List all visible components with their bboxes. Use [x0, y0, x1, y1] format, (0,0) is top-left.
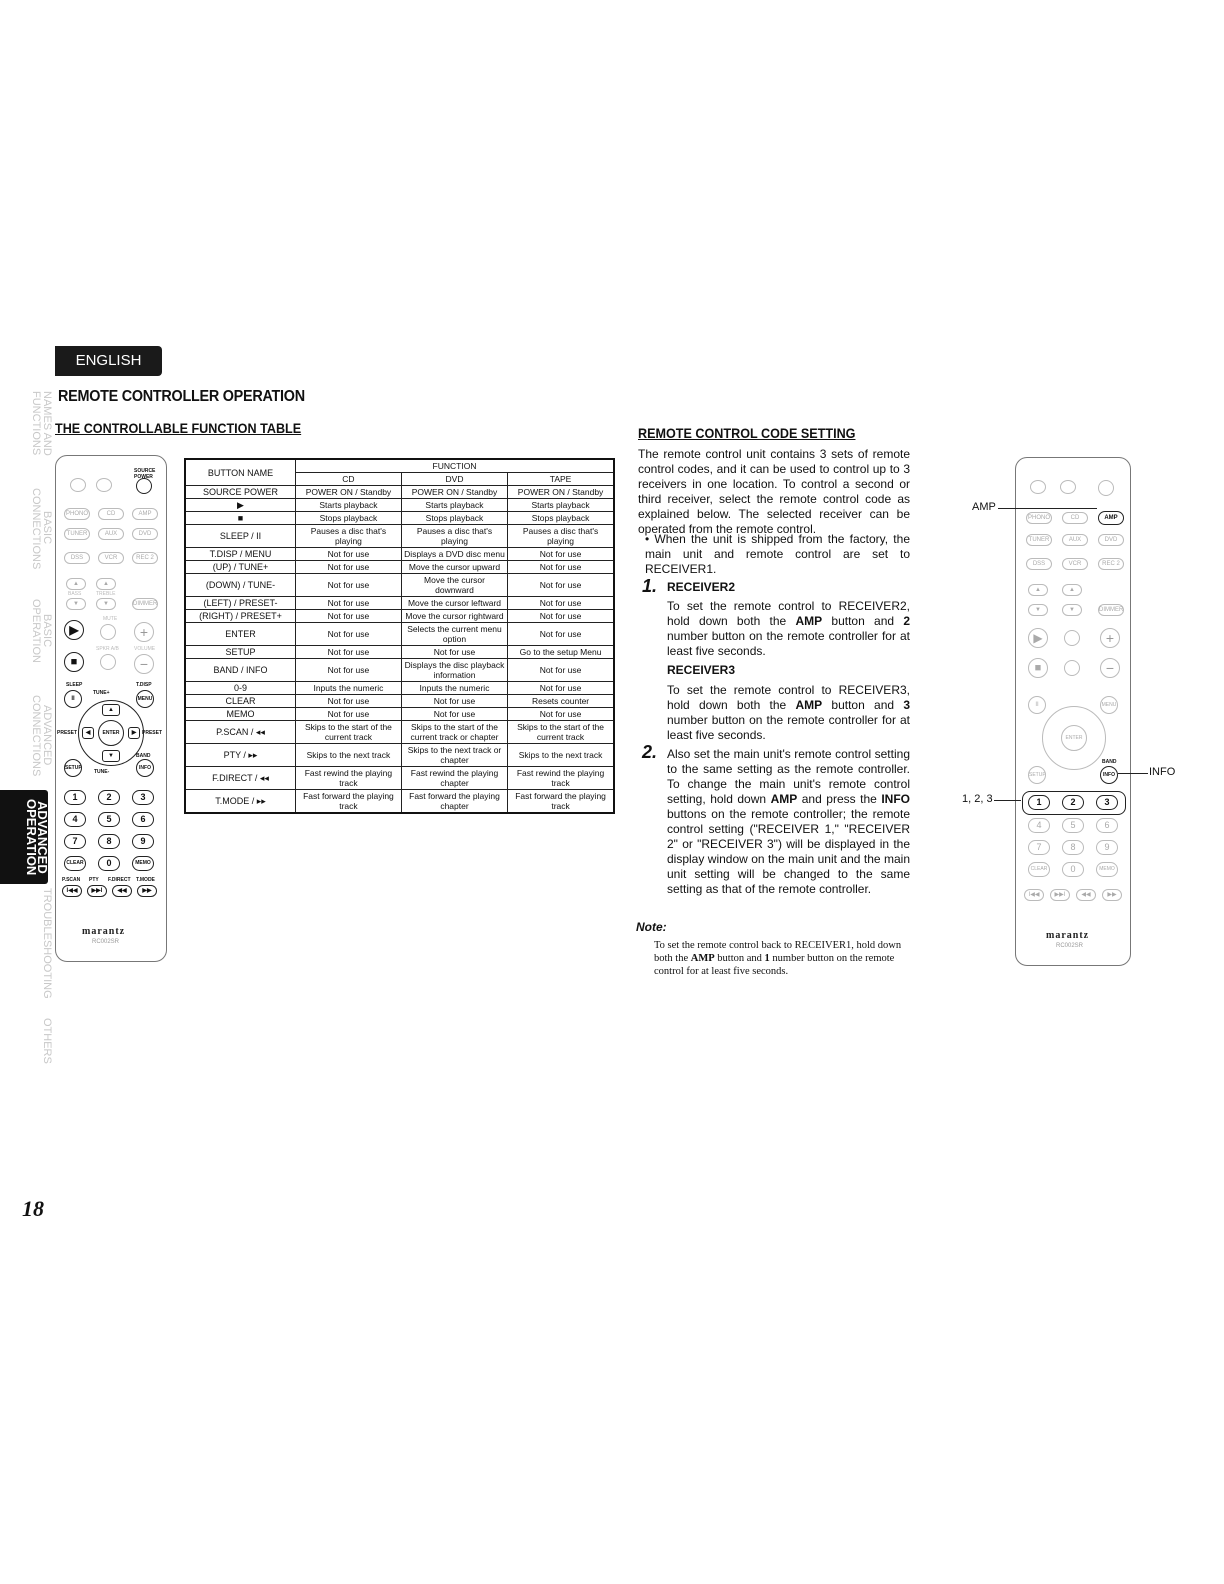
- cell-button-name: ▶: [185, 499, 296, 512]
- band-label: BAND: [1102, 759, 1117, 765]
- header-function: FUNCTION: [296, 459, 614, 473]
- stop-button[interactable]: ■: [1028, 658, 1048, 678]
- digit-9-button[interactable]: 9: [132, 834, 154, 849]
- digit-1-button[interactable]: 1: [64, 790, 86, 805]
- cell-button-name: BAND / INFO: [185, 659, 296, 682]
- cell-button-name: ENTER: [185, 623, 296, 646]
- table-row: [185, 597, 614, 610]
- cell-dvd: Not for use: [401, 695, 507, 708]
- table-row: [185, 682, 614, 695]
- language-tab: ENGLISH: [55, 346, 162, 376]
- cell-dvd: Move the cursor rightward: [401, 610, 507, 623]
- cell-tape: Not for use: [508, 659, 614, 682]
- speaker-button[interactable]: [100, 654, 116, 670]
- digit-5-button[interactable]: 5: [1062, 818, 1084, 833]
- phono-button[interactable]: PHONO: [64, 508, 90, 520]
- setup-button[interactable]: SETUP: [1028, 766, 1046, 784]
- section-title: REMOTE CONTROLLER OPERATION: [58, 388, 305, 405]
- nav-basic-connections[interactable]: BASIC CONNECTIONS: [30, 488, 53, 570]
- treble-down-button[interactable]: ▼: [1062, 604, 1082, 616]
- table-row: [185, 574, 614, 597]
- cursor-down-button[interactable]: ▼: [102, 750, 120, 762]
- cell-button-name: ■: [185, 512, 296, 525]
- code-setting-bullet: [645, 532, 910, 577]
- bass-up-button[interactable]: ▲: [1028, 584, 1048, 596]
- cell-dvd: Move the cursor upward: [401, 561, 507, 574]
- digit-8-button[interactable]: 8: [1062, 840, 1084, 855]
- digit-1-button[interactable]: 1: [1028, 795, 1050, 810]
- cell-cd: POWER ON / Standby: [296, 486, 402, 499]
- rec2-button[interactable]: REC 2: [132, 552, 158, 564]
- aux-button[interactable]: AUX: [1062, 534, 1088, 546]
- fdirect-label: F.DIRECT: [108, 877, 131, 883]
- sleep-pause-button[interactable]: II: [1028, 696, 1046, 714]
- callout-amp-line: [998, 508, 1097, 509]
- cell-cd: Pauses a disc that's playing: [296, 525, 402, 548]
- cursor-left-button[interactable]: ◀: [82, 727, 94, 739]
- table-row: [185, 708, 614, 721]
- table-row: [185, 499, 614, 512]
- digit-8-button[interactable]: 8: [98, 834, 120, 849]
- cell-cd: Not for use: [296, 574, 402, 597]
- volume-down-button[interactable]: −: [1100, 658, 1120, 678]
- bullet-text: When the unit is shipped from the factory, the main unit and remote control are set to RECEIVER1.: [645, 532, 910, 576]
- cell-button-name: (UP) / TUNE+: [185, 561, 296, 574]
- cell-tape: Not for use: [508, 610, 614, 623]
- cell-cd: Inputs the numeric: [296, 682, 402, 695]
- cell-cd: Skips to the start of the current track: [296, 721, 402, 744]
- cell-tape: Go to the setup Menu: [508, 646, 614, 659]
- cell-cd: Not for use: [296, 708, 402, 721]
- cell-dvd: Fast forward the playing chapter: [401, 790, 507, 814]
- cell-dvd: Inputs the numeric: [401, 682, 507, 695]
- power-amp-button[interactable]: [70, 478, 86, 492]
- bass-down-button[interactable]: ▼: [1028, 604, 1048, 616]
- cell-dvd: Stops playback: [401, 512, 507, 525]
- cell-dvd: Skips to the next track or chapter: [401, 744, 507, 767]
- table-row: [185, 548, 614, 561]
- cell-dvd: Skips to the start of the current track or chapter: [401, 721, 507, 744]
- digit-0-button[interactable]: 0: [1062, 862, 1084, 877]
- tune-minus-label: TUNE-: [94, 769, 110, 775]
- table-row: [185, 512, 614, 525]
- digit-3-button[interactable]: 3: [1096, 795, 1118, 810]
- cell-cd: Not for use: [296, 597, 402, 610]
- cell-tape: Not for use: [508, 574, 614, 597]
- nav-troubleshooting[interactable]: TROUBLESHOOTING: [41, 888, 53, 999]
- header-cd: CD: [296, 473, 402, 486]
- cell-tape: Pauses a disc that's playing: [508, 525, 614, 548]
- cell-tape: Stops playback: [508, 512, 614, 525]
- cell-dvd: Not for use: [401, 646, 507, 659]
- page-number: 18: [22, 1196, 44, 1221]
- volume-label: VOLUME: [134, 646, 156, 652]
- cell-tape: Not for use: [508, 561, 614, 574]
- bass-up-button[interactable]: ▲: [66, 578, 86, 590]
- note-title: Note:: [636, 920, 667, 934]
- brand-logo: marantz: [82, 926, 126, 937]
- source-power-label: SOURCE POWER: [134, 468, 156, 480]
- preset-plus-label: PRESET: [142, 730, 163, 736]
- nav-advanced-operation[interactable]: ADVANCED OPERATION: [0, 790, 48, 884]
- cell-cd: Fast rewind the playing track: [296, 767, 402, 790]
- nav-others[interactable]: OTHERS: [41, 1018, 53, 1064]
- digit-7-button[interactable]: 7: [64, 834, 86, 849]
- skip-forward-button[interactable]: ▶▶I: [1050, 889, 1070, 901]
- digit-3-button[interactable]: 3: [132, 790, 154, 805]
- step-2-number: 2.: [642, 742, 658, 762]
- cell-button-name: MEMO: [185, 708, 296, 721]
- cell-tape: Skips to the start of the current track: [508, 721, 614, 744]
- dimmer-button[interactable]: DIMMER: [132, 598, 158, 610]
- cd-button[interactable]: CD: [98, 508, 124, 520]
- pscan-label: P.SCAN: [62, 877, 81, 883]
- source-power-button[interactable]: [136, 478, 152, 494]
- cell-tape: Fast forward the playing track: [508, 790, 614, 814]
- table-row: [185, 623, 614, 646]
- aux-button[interactable]: AUX: [98, 528, 124, 540]
- dvd-button[interactable]: DVD: [132, 528, 158, 540]
- mute-label: MUTE: [103, 616, 118, 622]
- play-button[interactable]: ▶: [1028, 628, 1048, 648]
- cell-button-name: SOURCE POWER: [185, 486, 296, 499]
- skip-back-button[interactable]: I◀◀: [62, 885, 82, 897]
- power-on-button[interactable]: [96, 478, 112, 492]
- nav-basic-operation[interactable]: BASIC OPERATION: [30, 598, 53, 663]
- callout-info-line: [1118, 773, 1148, 774]
- cell-dvd: Not for use: [401, 708, 507, 721]
- digit-4-button[interactable]: 4: [64, 812, 86, 827]
- header-button-name: BUTTON NAME: [185, 459, 296, 486]
- menu-button[interactable]: MENU: [1100, 696, 1118, 714]
- remote-illustration-right: [1015, 457, 1131, 966]
- info-button[interactable]: INFO: [136, 759, 154, 777]
- treble-down-button[interactable]: ▼: [96, 598, 116, 610]
- info-button-highlighted[interactable]: INFO: [1100, 766, 1118, 784]
- digit-2-button[interactable]: 2: [1062, 795, 1084, 810]
- cell-tape: Resets counter: [508, 695, 614, 708]
- cell-tape: Not for use: [508, 548, 614, 561]
- digit-0-button[interactable]: 0: [98, 856, 120, 871]
- clear-button[interactable]: CLEAR: [1028, 862, 1050, 877]
- cell-dvd: Move the cursor leftward: [401, 597, 507, 610]
- power-on-button[interactable]: [1060, 480, 1076, 494]
- cd-button[interactable]: CD: [1062, 512, 1088, 524]
- memo-button[interactable]: MEMO: [1096, 862, 1118, 877]
- table-row: [185, 561, 614, 574]
- memo-button[interactable]: MEMO: [132, 856, 154, 871]
- cell-cd: Not for use: [296, 623, 402, 646]
- vcr-button[interactable]: VCR: [98, 552, 124, 564]
- callout-digits: 1, 2, 3: [962, 793, 993, 805]
- cell-button-name: CLEAR: [185, 695, 296, 708]
- table-row: [185, 744, 614, 767]
- table-title: THE CONTROLLABLE FUNCTION TABLE: [55, 420, 302, 436]
- dss-button[interactable]: DSS: [64, 552, 90, 564]
- volume-up-button[interactable]: +: [1100, 628, 1120, 648]
- source-power-button[interactable]: [1098, 480, 1114, 496]
- receiver2-title: RECEIVER2: [667, 580, 736, 594]
- cell-tape: Fast rewind the playing track: [508, 767, 614, 790]
- callout-digits-line: [994, 800, 1021, 801]
- rec2-button[interactable]: REC 2: [1098, 558, 1124, 570]
- receiver2-text: To set the remote control to RECEIVER2, hold down both the AMP button and 2 number button on the remote controller for at least five seconds.: [667, 599, 911, 658]
- cell-button-name: T.DISP / MENU: [185, 548, 296, 561]
- cell-button-name: P.SCAN / ◂◂: [185, 721, 296, 744]
- play-button[interactable]: ▶: [64, 620, 84, 640]
- rewind-button[interactable]: ◀◀: [112, 885, 132, 897]
- dss-button[interactable]: DSS: [1026, 558, 1052, 570]
- amp-button-highlighted[interactable]: AMP: [1098, 511, 1124, 525]
- cell-cd: Not for use: [296, 659, 402, 682]
- speaker-button[interactable]: [1064, 660, 1080, 676]
- cursor-right-button[interactable]: ▶: [128, 727, 140, 739]
- callout-amp: AMP: [972, 501, 996, 513]
- digit-4-button[interactable]: 4: [1028, 818, 1050, 833]
- cell-cd: Not for use: [296, 548, 402, 561]
- bass-down-button[interactable]: ▼: [66, 598, 86, 610]
- pty-label: PTY: [89, 877, 99, 883]
- cell-button-name: T.MODE / ▸▸: [185, 790, 296, 814]
- cell-tape: Not for use: [508, 682, 614, 695]
- clear-button[interactable]: CLEAR: [64, 856, 86, 871]
- digit-6-button[interactable]: 6: [132, 812, 154, 827]
- cursor-up-button[interactable]: ▲: [102, 704, 120, 716]
- cell-button-name: PTY / ▸▸: [185, 744, 296, 767]
- treble-label: TREBLE: [96, 591, 116, 597]
- nav-names-and-functions[interactable]: NAMES AND FUNCTIONS: [30, 390, 53, 456]
- step-2-text: Also set the main unit's remote control setting to the same setting as the remote controller. To change the main unit's remote control setting, hold down AMP and press the INFO buttons on the remote controller; the remote control setting ("RECEIVER 1," "RECEIVER 2" or "RECEIVER 3") will be displayed in the display window on the main unit and the main unit setting will be changed to the same setting as that of the remote controller.: [667, 747, 910, 896]
- table-row: [185, 790, 614, 814]
- cell-dvd: Displays the disc playback information: [401, 659, 507, 682]
- speaker-label: SPKR A/B: [96, 646, 119, 652]
- header-dvd: DVD: [401, 473, 507, 486]
- cell-dvd: Displays a DVD disc menu: [401, 548, 507, 561]
- cell-cd: Fast forward the playing track: [296, 790, 402, 814]
- power-amp-button[interactable]: [1030, 480, 1046, 494]
- sleep-label: SLEEP: [66, 682, 83, 688]
- cell-dvd: Fast rewind the playing chapter: [401, 767, 507, 790]
- table-row: [185, 610, 614, 623]
- band-label: BAND: [136, 753, 151, 759]
- cell-cd: Skips to the next track: [296, 744, 402, 767]
- receiver3-title: RECEIVER3: [667, 663, 736, 677]
- sleep-pause-button[interactable]: II: [64, 690, 82, 708]
- skip-back-button[interactable]: I◀◀: [1024, 889, 1044, 901]
- callout-info: INFO: [1149, 766, 1176, 778]
- cell-cd: Stops playback: [296, 512, 402, 525]
- note-text: To set the remote control back to RECEIVER1, hold down both the AMP button and 1 number button on the remote control for at least five seconds.: [654, 940, 902, 977]
- cell-tape: Skips to the next track: [508, 744, 614, 767]
- vcr-button[interactable]: VCR: [1062, 558, 1088, 570]
- mute-button[interactable]: [1064, 630, 1080, 646]
- dvd-button[interactable]: DVD: [1098, 534, 1124, 546]
- phono-button[interactable]: PHONO: [1026, 512, 1052, 524]
- cell-tape: Not for use: [508, 623, 614, 646]
- volume-down-button[interactable]: −: [134, 654, 154, 674]
- model-label: RC002SR: [92, 939, 120, 945]
- stop-button[interactable]: ■: [64, 652, 84, 672]
- tdisp-label: T.DISP: [136, 682, 152, 688]
- menu-button[interactable]: MENU: [136, 690, 154, 708]
- enter-button[interactable]: ENTER: [98, 720, 124, 746]
- treble-up-button[interactable]: ▲: [96, 578, 116, 590]
- cell-button-name: 0-9: [185, 682, 296, 695]
- bullet-marker: •: [645, 532, 655, 546]
- fast-forward-button[interactable]: ▶▶: [137, 885, 157, 897]
- cell-button-name: (LEFT) / PRESET-: [185, 597, 296, 610]
- table-row: [185, 646, 614, 659]
- table-row: [185, 525, 614, 548]
- table-row: [185, 695, 614, 708]
- function-table: [184, 458, 615, 814]
- cell-tape: Not for use: [508, 597, 614, 610]
- cell-dvd: Selects the current menu option: [401, 623, 507, 646]
- digit-6-button[interactable]: 6: [1096, 818, 1118, 833]
- table-row: [185, 659, 614, 682]
- cell-cd: Starts playback: [296, 499, 402, 512]
- code-setting-intro: The remote control unit contains 3 sets of remote control codes, and it can be used to control up to 3 receivers in one location. To control a second or third receiver, select the remote control code as explained below. The selected receiver can be operated from the remote control.: [638, 447, 910, 536]
- cell-dvd: Move the cursor downward: [401, 574, 507, 597]
- cell-cd: Not for use: [296, 695, 402, 708]
- cell-dvd: Starts playback: [401, 499, 507, 512]
- cell-dvd: POWER ON / Standby: [401, 486, 507, 499]
- nav-advanced-connections[interactable]: ADVANCED CONNECTIONS: [30, 694, 53, 777]
- cell-button-name: (DOWN) / TUNE-: [185, 574, 296, 597]
- brand-logo: marantz: [1046, 930, 1090, 941]
- header-tape: TAPE: [508, 473, 614, 486]
- digit-7-button[interactable]: 7: [1028, 840, 1050, 855]
- rewind-button[interactable]: ◀◀: [1076, 889, 1096, 901]
- step-1-number: 1.: [642, 576, 658, 596]
- receiver3-text: To set the remote control to RECEIVER3, hold down both the AMP button and 3 number button on the remote controller for at least five seconds.: [667, 683, 911, 742]
- table-row: [185, 721, 614, 744]
- digit-5-button[interactable]: 5: [98, 812, 120, 827]
- skip-forward-button[interactable]: ▶▶I: [87, 885, 107, 897]
- cell-cd: Not for use: [296, 646, 402, 659]
- bass-label: BASS: [68, 591, 82, 597]
- volume-up-button[interactable]: +: [134, 622, 154, 642]
- cell-tape: Not for use: [508, 708, 614, 721]
- amp-input-button[interactable]: AMP: [132, 508, 158, 520]
- cell-button-name: SLEEP / II: [185, 525, 296, 548]
- fast-forward-button[interactable]: ▶▶: [1102, 889, 1122, 901]
- digit-2-button[interactable]: 2: [98, 790, 120, 805]
- table-row: [185, 486, 614, 499]
- tmode-label: T.MODE: [136, 877, 155, 883]
- enter-button[interactable]: ENTER: [1061, 725, 1087, 751]
- preset-minus-label: PRESET: [57, 730, 78, 736]
- model-label: RC002SR: [1056, 943, 1084, 949]
- cell-button-name: SETUP: [185, 646, 296, 659]
- code-setting-title: REMOTE CONTROL CODE SETTING: [638, 425, 856, 441]
- tune-plus-label: TUNE+: [93, 690, 110, 696]
- setup-button[interactable]: SETUP: [64, 759, 82, 777]
- dimmer-button[interactable]: DIMMER: [1098, 604, 1124, 616]
- treble-up-button[interactable]: ▲: [1062, 584, 1082, 596]
- cell-cd: Not for use: [296, 610, 402, 623]
- remote-illustration-left: [55, 455, 167, 962]
- cell-button-name: F.DIRECT / ◂◂: [185, 767, 296, 790]
- mute-button[interactable]: [100, 624, 116, 640]
- cell-tape: POWER ON / Standby: [508, 486, 614, 499]
- function-table-body: [185, 486, 614, 814]
- digit-9-button[interactable]: 9: [1096, 840, 1118, 855]
- tuner-button[interactable]: TUNER: [64, 528, 90, 540]
- cell-cd: Not for use: [296, 561, 402, 574]
- table-row: [185, 767, 614, 790]
- tuner-button[interactable]: TUNER: [1026, 534, 1052, 546]
- cell-dvd: Pauses a disc that's playing: [401, 525, 507, 548]
- cell-tape: Starts playback: [508, 499, 614, 512]
- cell-button-name: (RIGHT) / PRESET+: [185, 610, 296, 623]
